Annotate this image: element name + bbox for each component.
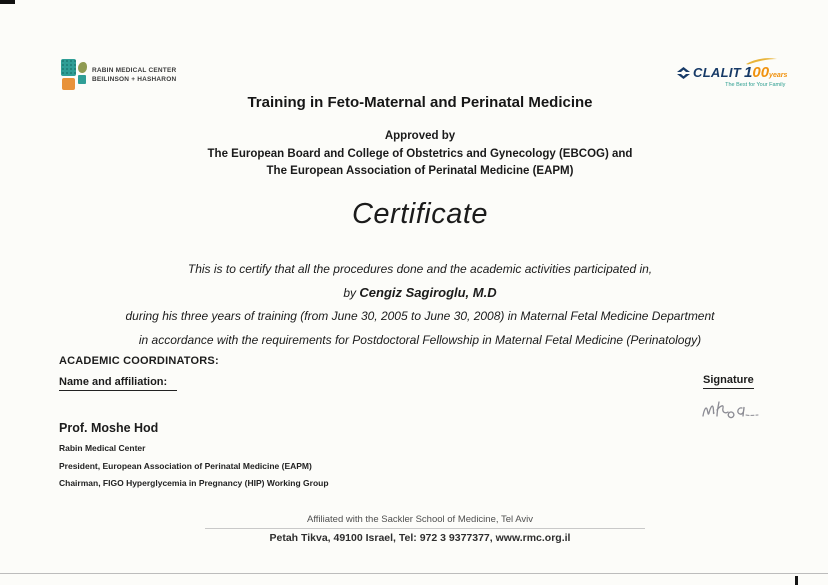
rabin-logo-line2: BEILINSON + HASHARON [92,76,177,83]
approved-org-ebcog: The European Board and College of Obstetrics and Gynecology (EBCOG) and [207,147,633,160]
recipient-line [0,285,828,300]
coordinator-name: Prof. Moshe Hod [59,421,159,435]
scan-artifact-top-left [0,0,15,4]
name-affiliation-label: Name and affiliation: [59,376,177,391]
rabin-logo-text [92,66,176,84]
footer-affiliation: Affiliated with the Sackler School of Medicine, Tel Aviv [306,514,533,525]
clalit-100-zeros: 00 [752,64,770,81]
rabin-teal-square-icon [61,59,76,76]
rabin-olive-leaf-icon [78,62,87,73]
rabin-logo-line1: RABIN MEDICAL CENTER [92,67,177,74]
approved-by-line: Approved by [384,130,456,142]
certify-statement: This is to certify that all the procedures done and the academic activities participated in, [187,262,653,276]
recipient-name: Cengiz Sagiroglu, M.D [359,285,497,300]
scan-artifact-bottom-right [795,576,798,585]
clalit-wordmark: CLALIT [693,65,742,80]
clalit-tagline: The Best for Your Family [725,82,786,88]
rabin-orange-square-icon [62,78,75,90]
handwritten-signature [700,396,768,424]
coordinator-affiliation-1: Rabin Medical Center [59,443,146,453]
certificate-heading: Certificate [351,198,489,230]
signature-label: Signature [703,374,754,389]
footer-divider [205,528,645,529]
training-period-line: during his three years of training (from June 30, 2005 to June 30, 2008) in Maternal Fetal Medicine Department [125,309,715,323]
requirements-line: in accordance with the requirements for Postdoctoral Fellowship in Maternal Fetal Medicine (Perinatology) [138,333,702,347]
rabin-small-teal-square-icon [78,75,86,84]
clalit-emblem-icon [676,67,691,79]
by-prefix: by [343,286,360,300]
coordinator-affiliation-2: President, European Association of Perinatal Medicine (EAPM) [59,461,312,471]
clalit-years-label: years [769,72,788,79]
footer-address: Petah Tikva, 49100 Israel, Tel: 972 3 9377377, www.rmc.org.il [269,532,571,544]
approved-org-eapm: The European Association of Perinatal Medicine (EAPM) [266,165,574,177]
clalit-100-one: 1 [744,64,753,81]
academic-coordinators-label: ACADEMIC COORDINATORS: [59,355,219,367]
clalit-100-mark [744,64,769,81]
coordinator-affiliation-3: Chairman, FIGO Hyperglycemia in Pregnancy (HIP) Working Group [59,478,329,488]
document-title: Training in Feto-Maternal and Perinatal Medicine [247,94,593,111]
rabin-logo-icon [61,59,87,91]
clalit-swoosh-icon [746,58,778,65]
rabin-medical-center-logo [61,59,176,91]
approved-by-block [0,128,828,181]
scan-artifact-bottom-line [0,573,828,574]
clalit-logo [676,64,787,88]
